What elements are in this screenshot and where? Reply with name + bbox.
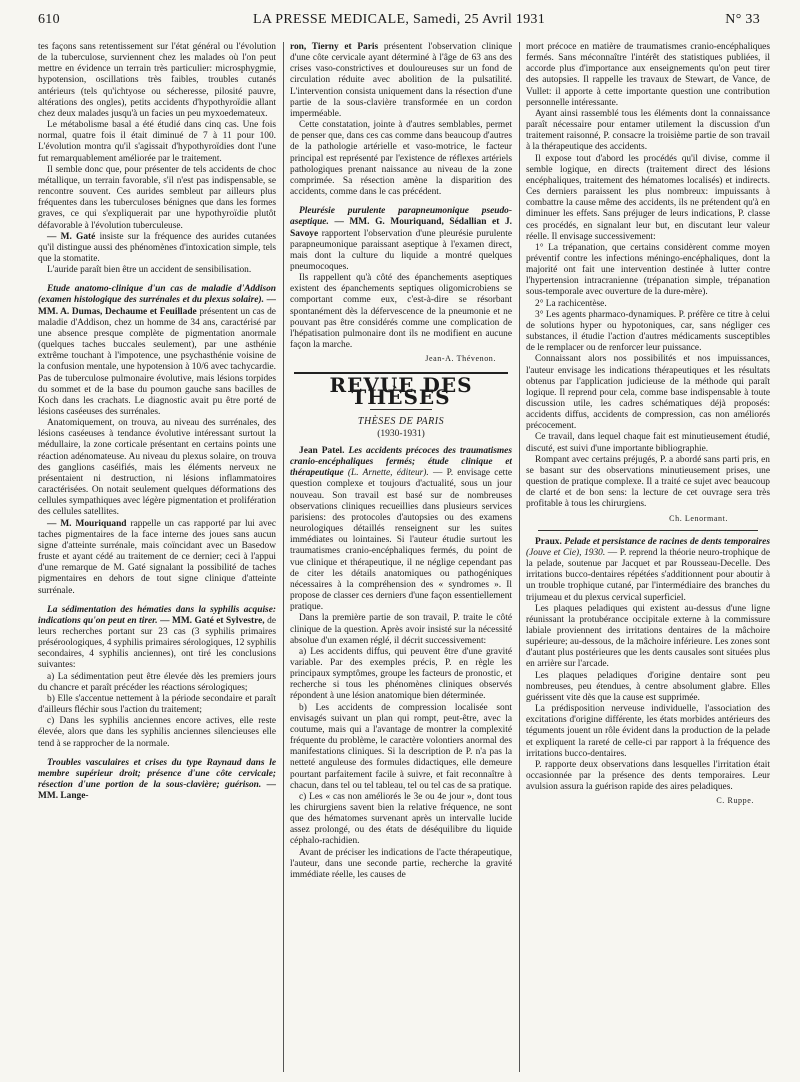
thesis-author: Praux.	[535, 536, 562, 547]
thesis-review	[526, 537, 770, 604]
signature: Jean-A. Thévenon.	[425, 354, 496, 364]
list-item: b) Elle s'accentue nettement à la période secondaire et paraît d'ailleurs fléchir sous l'action du traitement;	[38, 693, 276, 716]
paragraph-text: rapportent l'observation d'une pleurésie purulente parapneumonique paraissant aseptique à l'examen direct, mais dont la culture du liquide a montré quelques pneumocoques.	[290, 228, 512, 272]
signature: C. Ruppe.	[716, 796, 754, 806]
paragraph: La prédisposition nerveuse individuelle, l'association des excitations d'origine différente, les états morbides antérieurs des téguments jouent un rôle évident dans la production de la pelade et expliquent la rareté de celle-ci par rapport à la fréquence des irritations bucco-dentaires.	[526, 704, 770, 759]
paragraph-text: présentent un cas de maladie d'Addison, chez un homme de 34 ans, caractérisé par une absence presque complète de pigmentation anormale (quelques taches buccales seulement), par une asthénie extrême touchant à l'impotence, une psychasthénie voisine de la confusion mentale, une hypotension à 10/6 avec tachycardie. Pas de tuberculose pulmonaire évolutive, mais lésions torpides du sommet et de la base du poumon gauche sans bacilles de Koch dans les crachats. Le diagnostic avait pu être porté de lésions caséeuses des surrénales.	[38, 306, 276, 417]
paragraph: Ils rappellent qu'à côté des épanchements aseptiques existent des épanchements septiques oligomicrobiens se comportant comme eux, c'est-à-dire se résorbant spontanément dès la défervescence de la pneumonie et ne pouvant pas être considérés comme une complication de l'hépatisation pulmonaire dont ils ne modifient en aucune façon la marche.	[290, 273, 512, 351]
divider	[538, 530, 758, 531]
article-authors: — MM. G. Mouriquand, Sédallian et J. Savoye	[290, 217, 512, 239]
paragraph-text: insiste sur la fréquence des aurides cutanées qu'il distingue aussi des phénomènes d'intoxication simple, tels que la stomatite.	[38, 231, 276, 264]
paragraph-text: — P. reprend la théorie neuro-trophique de la pelade, soutenue par Jacquet et par Rousseau-Decelle. Des irritations bucco-dentaires répétées s'additionnent pour aboutir à un trouble trophique cutané, par l'intermédiaire des branches du trijumeau et du plexus cervical superficiel.	[526, 547, 770, 603]
list-item: 1° La trépanation, que certains considèrent comme moyen préventif contre les infections méningo-encéphaliques, dont la majorité ont fait une intervention destinée à lutter contre l'hypertension intracranienne (trépanation simple, trépanation sous-temporale avec ouverture de la dure-mère).	[526, 242, 770, 298]
column-divider	[283, 42, 284, 1072]
page-number: 610	[38, 12, 60, 27]
issue-number: N° 33	[725, 12, 760, 27]
list-item: 2° La rachicentèse.	[535, 298, 607, 309]
list-item: b) Les accidents de compression localisée sont envisagés suivant un plan qui rompt, peut-être, avec la coutume, mais qui a l'avantage de montrer la complexité fréquente du problème, le caractère volontiers anormal des manifestations cliniques. Si la description de P. n'a pas la netteté anguleuse des formules didactiques, elle demeure pourtant parfaitement facile à suivre, et fait reconnaître à chacun, dans tel ou tel tableau, tel ou tel cas de sa pratique.	[290, 702, 512, 791]
journal-title: LA PRESSE MEDICALE, Samedi, 25 Avril 1931	[252, 12, 546, 27]
paragraph: Le métabolisme basal a été étudié dans cinq cas. Une fois normal, quatre fois il était diminué de 7 à 11 pour 100. L'évolution montra qu'il s'agissait d'hypothyroïdies dont l'une fut remarquablement améliorée par le traitement.	[38, 120, 276, 164]
list-item: a) La sédimentation peut être élevée dès les premiers jours du chancre et paraît précéder les réactions sérologiques;	[38, 671, 276, 693]
paragraph-text: de leurs recherches portant sur 23 cas (3 syphilis primaires préséroologiques, 4 syphilis primaires sérologiques, 12 syphilis secondaires, 4 syphilis anciennes), ont tiré les conclusions suivantes:	[38, 615, 276, 671]
paragraph	[38, 232, 276, 265]
article-title: Pleurésie purulente parapneumonique pseudo-aseptique.	[290, 206, 512, 228]
paragraph: Dans la première partie de son travail, P. traite le côté clinique de la question. Après avoir insisté sur la nécessité absolue d'un examen réglé, il décrit successivement:	[290, 613, 512, 646]
column-divider	[519, 42, 520, 1072]
author-name: — M. Gaté	[47, 231, 96, 242]
article-authors: — MM. Lange-	[38, 780, 276, 802]
paragraph: Avant de préciser les indications de l'acte thérapeutique, l'auteur, dans une seconde partie, recherche la gravité immédiate réelle, les causes de	[290, 847, 512, 880]
list-item: 3° Les agents pharmaco-dynamiques. P. préfère ce titre à celui de solutions hyper ou hypotoniques, car, sans négliger ces substances, il étudie l'action d'autres médicaments susceptibles de le remplacer ou de renforcer leur puissance.	[526, 309, 770, 354]
paragraph: Il expose tout d'abord les procédés qu'il divise, comme il semble logique, en directs (traitement direct des lésions encéphaliques, traitement des hématomes localisés) et indirects. Ces derniers paraissent les plus nombreux: impuissants à combattre la cause même des accidents, ils ne prétendent qu'à en diminuer les effets. Sans préjuger de leurs indications, P. classe ces procédés, en signalant leur but, en discutant leur valeur réelle. Il envisage successivement:	[526, 153, 770, 242]
list-item: a) Les accidents diffus, qui peuvent être d'une gravité variable. Par des exemples précis, P. en règle les principaux symptômes, groupe les facteurs de pronostic, et recherche si tous les phénomènes cliniques observés répondent à une lésion anatomique bien déterminée.	[290, 646, 512, 702]
article-authors: — MM. Gaté et Sylvestre,	[157, 615, 265, 626]
paragraph: mort précoce en matière de traumatismes cranio-encéphaliques fermés. Sans méconnaître l'intérêt des statistiques publiées, il accorde plus d'importance aux enseignements qu'on peut tirer des autopsies. Il rappelle les travaux de Stewart, de Vance, de Vullet: il apporte à cette importante question une contribution personnelle intéressante.	[526, 42, 770, 108]
paragraph: Ayant ainsi rassemblé tous les éléments dont la connaissance paraît nécessaire pour entamer utilement la discussion d'un traitement raisonné, P. consacre la troisième partie de son travail à la thérapeutique des accidents.	[526, 108, 770, 153]
paragraph	[290, 42, 512, 120]
paragraph	[38, 519, 276, 597]
article-abstract	[38, 284, 276, 418]
signature: Ch. Lenormant.	[669, 513, 728, 523]
paragraph: Connaissant alors nos possibilités et nos impuissances, l'auteur envisage les indications thérapeutiques et les résultats obtenus par l'application judicieuse de la méthode qui paraît logique. Il reprend pour cela, comme base indispensable à toute discussion utile, les cadres schématiques déjà proposés: accidents diffus, accidents de compression, cas non améliorés précocement.	[526, 354, 770, 432]
thesis-title: Pelade et persistance de racines de dents temporaires	[561, 536, 770, 547]
column-left	[38, 42, 276, 1072]
thesis-publisher: (L. Arnette, éditeur).	[343, 468, 429, 479]
article-title: Etude anatomo-clinique d'un cas de maladie d'Addison (examen histologique des surrénales et du plexus solaire).	[38, 284, 276, 306]
subsection-years: (1930-1931)	[377, 428, 425, 439]
subsection-title: THÈSES DE PARIS	[357, 415, 445, 427]
page-header	[38, 12, 760, 34]
article-title: La sédimentation des hématies dans la syphilis acquise: indications qu'on peut en tirer.	[38, 604, 276, 626]
article-abstract	[290, 206, 512, 273]
article-abstract	[38, 605, 276, 672]
paragraph: tes façons sans retentissement sur l'état général ou l'évolution de la tuberculose, surviennent chez les malades où l'on peut mettre en évidence un terrain très particulier: microsphygmie, hypotension, oscillations très faibles, troubles cutanés antérieurs (tels qu'ichtyose ou sécheresse, pilosité pauvre, altérations des ongles), petits accidents d'hypothyroïdie allant chez deux malades jusqu'à un facies un peu myxoedemateux.	[38, 42, 276, 119]
paragraph: Rompant avec certains préjugés, P. a abordé sans parti pris, en se basant sur des observations minutieusement prises, une question de pratique complexe. Il a traité ce sujet avec beaucoup de clarté et de bon sens: la lecture de cet ouvrage sera très profitable à tous les chirurgiens.	[526, 454, 770, 510]
paragraph-text: rappelle un cas rapporté par lui avec taches pigmentaires de la face interne des joues sans aucun signe d'atteinte surrénale, mais coïncidant avec un Basedow fruste et ayant cédé au traitement de ce dernier; ceci à l'appui d'une remarque de M. Gaté signalant la possibilité de taches pigmentaires en dehors de tout signe clinique d'atteinte surrénale.	[38, 518, 276, 596]
thesis-title: Les accidents précoces des traumatismes cranio-encéphaliques fermés; étude clinique et thérapeutique	[290, 446, 512, 479]
paragraph: Anatomiquement, on trouva, au niveau des surrénales, des lésions caséeuses à tendance évolutive intéressant surtout la médullaire, la zone corticale présentant en certains points une réaction adénomateuse. Au niveau du plexus solaire, on trouva des ganglions caséifiés, mais les éléments nerveux ne présentaient ni destruction, ni lésions inflammatoires caractérisées. On notait seulement quelques déformations des cellules sympathiques avec légère pigmentation et prolifération des cellules satellites.	[38, 418, 276, 518]
article-authors: — MM. A. Dumas, Dechaume et Feuillade	[38, 295, 276, 317]
paragraph: Les plaques peladiques qui existent au-dessus d'une ligne réunissant la protubérance occipitale externe à la commissure labiale proviennent des irritations dentaires de la mâchoire supérieure; au-dessous, de la mâchoire inférieure. Les zones sont d'autant plus postérieures que les dents causales sont situées plus en arrière sur l'arcade.	[526, 603, 770, 670]
column-right	[526, 42, 770, 1072]
column-middle	[290, 42, 512, 1072]
divider	[370, 409, 432, 410]
article-authors: ron, Tierny et Paris	[290, 42, 379, 52]
paragraph: L'auride paraît bien être un accident de sensibilisation.	[47, 265, 252, 276]
paragraph-text: présentent l'observation clinique d'une côte cervicale ayant déterminé à l'âge de 63 ans des crises vaso-constrictives et douloureuses sur un fond de circulation réduite avec abolition de la pulsatilité. L'intervention consista uniquement dans la résection d'une partie de la sous-clavière transformée en un cordon imperméable.	[290, 42, 512, 119]
section-title: REVUE DES THÈSES	[329, 373, 473, 409]
paragraph: Ce travail, dans lequel chaque fait est minutieusement étudié, discuté, est suivi d'une importante bibliographie.	[526, 432, 770, 454]
paragraph: Les plaques peladiques d'origine dentaire sont peu nombreuses, peu étendues, à centre absolument glabre. Elles guérissent vite dès que la cause est supprimée.	[526, 670, 770, 703]
paragraph: P. rapporte deux observations dans lesquelles l'irritation était occasionnée par la présence des dents temporaires. Leur avulsion assura la guérison rapide des aires peladiques.	[526, 759, 770, 793]
paragraph-text: — P. envisage cette question complexe et toujours d'actualité, sous un jour nouveau. Son travail est basé sur de nombreuses observations cliniques recueillies dans plusieurs services parisiens: des protocoles d'autopsies ou des examens neurologiques détaillés renseignent sur les suites immédiates ou lointaines. Si l'auteur étudie surtout les traumatismes cranio-encéphaliques fermés, du point de vue clinique et thérapeutique, il ne néglige cependant pas de citer les détails anatomiques ou pathogéniques nécessaires à la compréhension des « syndromes ». Il propose de classer ces derniers d'une façon essentiellement pratique.	[290, 468, 512, 613]
thesis-publisher: (Jouve et Cie), 1930.	[526, 547, 606, 558]
thesis-review	[290, 446, 512, 613]
list-item: c) Les « cas non améliorés le 3e ou 4e jour », dont tous les chirurgiens savent bien la relative fréquence, ne sont que des hématomes survenant après un intervalle lucide assez prolongé, ou des états de déséquilibre du liquide céphalo-rachidien.	[290, 791, 512, 847]
article-title: Troubles vasculaires et crises du type Raynaud dans le membre supérieur droit; présence d'une côte cervicale; résection d'une portion de la sous-clavière; guérison.	[38, 757, 276, 790]
article-abstract	[38, 758, 276, 803]
list-item: c) Dans les syphilis anciennes encore actives, elle reste élevée, alors que dans les syphilis anciennes silencieuses elle tend à se rapprocher de la normale.	[38, 716, 276, 749]
author-name: — M. Mouriquand	[47, 518, 127, 529]
paragraph: Cette constatation, jointe à d'autres semblables, permet de penser que, dans ces cas comme dans beaucoup d'autres de la pathologie artérielle et vaso-motrice, le facteur principal est représenté par l'existence de réflexes artériels pathologiques prenant naissance au niveau de la zone comprimée. Sa résection amène la disparition des accidents, comme dans le cas précédent.	[290, 120, 512, 198]
thesis-author: Jean Patel.	[299, 446, 345, 456]
paragraph: Il semble donc que, pour présenter de tels accidents de choc métallique, un terrain favorable, s'il n'est pas indispensable, se rencontre souvent. Ces aurides sembleut par ailleurs plus fréquentes dans les tuberculoses bénignes que dans les formes graves, ce qui s'expliquerait par une hypothyroïdie plutôt défavorable à l'évolution tuberculeuse.	[38, 164, 276, 231]
